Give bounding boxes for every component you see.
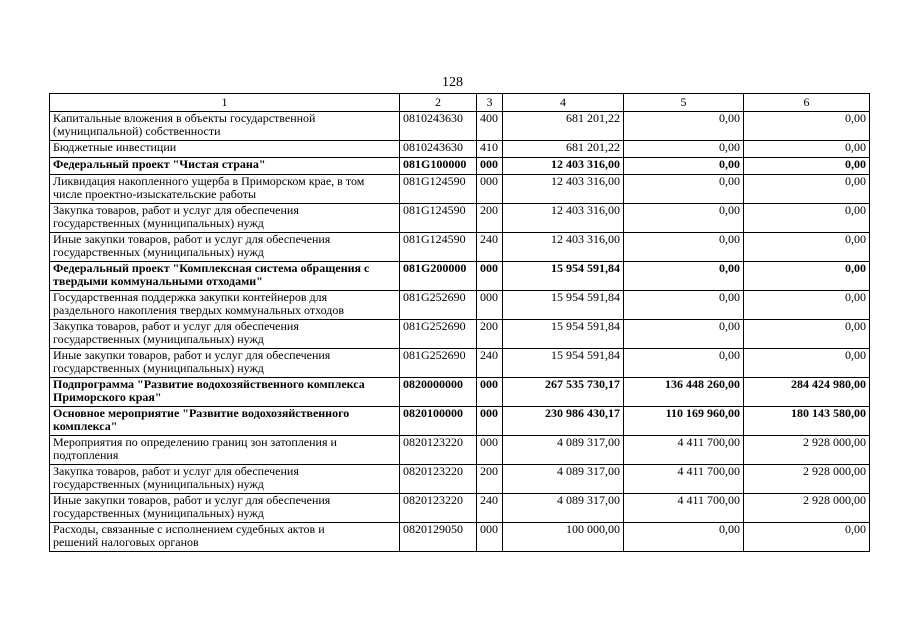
row-name-line: государственных (муниципальных) нужд	[53, 332, 264, 346]
table-row	[50, 112, 870, 141]
row-name	[50, 349, 400, 378]
row-expense-type: 000	[477, 175, 503, 204]
row-code: 0820100000	[400, 407, 477, 436]
row-value-col6: 284 424 980,00	[744, 378, 870, 407]
row-name-line: комплекса"	[53, 419, 118, 433]
row-expense-type: 000	[477, 158, 503, 175]
row-code: 0820123220	[400, 465, 477, 494]
table-row	[50, 175, 870, 204]
row-name-line: государственных (муниципальных) нужд	[53, 361, 264, 375]
row-name-line: подтопления	[53, 448, 119, 462]
row-name	[50, 436, 400, 465]
row-expense-type: 000	[477, 436, 503, 465]
row-value-col5: 0,00	[624, 112, 744, 141]
top-rule	[49, 70, 869, 71]
row-expense-type: 000	[477, 262, 503, 291]
row-value-col5: 110 169 960,00	[624, 407, 744, 436]
table-row	[50, 204, 870, 233]
row-value-col5: 0,00	[624, 204, 744, 233]
row-name-line: числе проектно-изыскательские работы	[53, 187, 257, 201]
row-name-line: государственных (муниципальных) нужд	[53, 506, 264, 520]
row-value-col5: 0,00	[624, 158, 744, 175]
row-value-col5: 0,00	[624, 320, 744, 349]
row-expense-type: 000	[477, 291, 503, 320]
row-value-col4: 100 000,00	[503, 523, 624, 552]
row-expense-type: 240	[477, 494, 503, 523]
row-code: 081G200000	[400, 262, 477, 291]
row-expense-type: 400	[477, 112, 503, 141]
row-name	[50, 262, 400, 291]
row-value-col5: 4 411 700,00	[624, 494, 744, 523]
row-name-line: твердыми коммунальными отходами"	[53, 274, 263, 288]
row-code: 081G252690	[400, 291, 477, 320]
row-name	[50, 494, 400, 523]
row-code: 081G124590	[400, 175, 477, 204]
table-row	[50, 141, 870, 158]
row-value-col5: 4 411 700,00	[624, 465, 744, 494]
row-value-col6: 0,00	[744, 158, 870, 175]
row-name-line: Иные закупки товаров, работ и услуг для обеспечения	[53, 348, 331, 362]
row-value-col4: 12 403 316,00	[503, 175, 624, 204]
row-name-line: Государственная поддержка закупки контейнеров для	[53, 290, 328, 304]
row-value-col5: 136 448 260,00	[624, 378, 744, 407]
row-name	[50, 175, 400, 204]
row-expense-type: 200	[477, 465, 503, 494]
row-value-col5: 4 411 700,00	[624, 436, 744, 465]
row-code: 081G100000	[400, 158, 477, 175]
table-row	[50, 378, 870, 407]
row-name	[50, 291, 400, 320]
row-value-col6: 0,00	[744, 204, 870, 233]
row-name-line: Закупка товаров, работ и услуг для обеспечения	[53, 464, 299, 478]
row-name-line: Иные закупки товаров, работ и услуг для обеспечения	[53, 232, 331, 246]
row-value-col4: 15 954 591,84	[503, 320, 624, 349]
row-expense-type: 200	[477, 320, 503, 349]
table-row	[50, 465, 870, 494]
row-name-line: Ликвидация накопленного ущерба в Приморском крае, в том	[53, 174, 365, 188]
row-name-line: Расходы, связанные с исполнением судебных актов и	[53, 522, 325, 536]
row-value-col6: 0,00	[744, 349, 870, 378]
row-expense-type: 000	[477, 523, 503, 552]
row-value-col6: 2 928 000,00	[744, 436, 870, 465]
row-value-col4: 4 089 317,00	[503, 436, 624, 465]
row-name-line: государственных (муниципальных) нужд	[53, 245, 264, 259]
row-name-line: Федеральный проект "Комплексная система обращения с	[53, 261, 370, 275]
row-code: 0820123220	[400, 436, 477, 465]
row-name-line: Иные закупки товаров, работ и услуг для обеспечения	[53, 493, 331, 507]
row-value-col5: 0,00	[624, 291, 744, 320]
row-expense-type: 410	[477, 141, 503, 158]
row-value-col6: 0,00	[744, 320, 870, 349]
table-row	[50, 233, 870, 262]
row-code: 081G124590	[400, 233, 477, 262]
row-name-line: Закупка товаров, работ и услуг для обеспечения	[53, 203, 299, 217]
budget-table	[49, 93, 870, 552]
row-value-col6: 2 928 000,00	[744, 494, 870, 523]
row-name	[50, 141, 400, 158]
row-name-line: Основное мероприятие "Развитие водохозяйственного	[53, 406, 350, 420]
row-code: 0820129050	[400, 523, 477, 552]
row-name	[50, 378, 400, 407]
header-row	[50, 94, 870, 112]
row-value-col6: 0,00	[744, 112, 870, 141]
row-value-col4: 681 201,22	[503, 112, 624, 141]
row-code: 0820000000	[400, 378, 477, 407]
row-name	[50, 523, 400, 552]
row-expense-type: 240	[477, 349, 503, 378]
header-col-3: 3	[477, 94, 503, 112]
row-value-col4: 15 954 591,84	[503, 291, 624, 320]
table-row	[50, 158, 870, 175]
row-value-col4: 15 954 591,84	[503, 349, 624, 378]
row-name-line: государственных (муниципальных) нужд	[53, 216, 264, 230]
row-code: 081G124590	[400, 204, 477, 233]
row-name	[50, 407, 400, 436]
row-value-col6: 180 143 580,00	[744, 407, 870, 436]
row-name	[50, 112, 400, 141]
row-value-col5: 0,00	[624, 262, 744, 291]
table-row	[50, 291, 870, 320]
row-name-line: Подпрограмма "Развитие водохозяйственного комплекса	[53, 377, 365, 391]
row-value-col5: 0,00	[624, 523, 744, 552]
row-expense-type: 000	[477, 378, 503, 407]
row-name	[50, 233, 400, 262]
page-number: 128	[442, 75, 463, 90]
header-col-5: 5	[624, 94, 744, 112]
row-value-col4: 12 403 316,00	[503, 233, 624, 262]
row-name-line: государственных (муниципальных) нужд	[53, 477, 264, 491]
row-name-line: Бюджетные инвестиции	[53, 140, 177, 154]
row-value-col5: 0,00	[624, 141, 744, 158]
row-value-col4: 4 089 317,00	[503, 494, 624, 523]
row-code: 081G252690	[400, 320, 477, 349]
row-value-col4: 4 089 317,00	[503, 465, 624, 494]
row-code: 081G252690	[400, 349, 477, 378]
row-name	[50, 320, 400, 349]
row-value-col6: 0,00	[744, 262, 870, 291]
row-value-col4: 12 403 316,00	[503, 158, 624, 175]
table-row	[50, 320, 870, 349]
row-value-col4: 681 201,22	[503, 141, 624, 158]
row-value-col4: 15 954 591,84	[503, 262, 624, 291]
row-name-line: (муниципальной) собственности	[53, 124, 221, 138]
row-value-col6: 0,00	[744, 175, 870, 204]
row-value-col6: 0,00	[744, 523, 870, 552]
header-col-4: 4	[503, 94, 624, 112]
table-row	[50, 349, 870, 378]
row-code: 0810243630	[400, 141, 477, 158]
row-value-col6: 0,00	[744, 141, 870, 158]
row-value-col6: 0,00	[744, 233, 870, 262]
row-name	[50, 204, 400, 233]
table-row	[50, 262, 870, 291]
row-expense-type: 000	[477, 407, 503, 436]
row-value-col5: 0,00	[624, 349, 744, 378]
row-name	[50, 465, 400, 494]
row-expense-type: 200	[477, 204, 503, 233]
row-value-col5: 0,00	[624, 175, 744, 204]
row-value-col4: 267 535 730,17	[503, 378, 624, 407]
row-code: 0820123220	[400, 494, 477, 523]
header-col-1: 1	[50, 94, 400, 112]
row-value-col5: 0,00	[624, 233, 744, 262]
header-col-6: 6	[744, 94, 870, 112]
header-col-2: 2	[400, 94, 477, 112]
row-name-line: Федеральный проект "Чистая страна"	[53, 157, 266, 171]
row-value-col4: 230 986 430,17	[503, 407, 624, 436]
row-name-line: Закупка товаров, работ и услуг для обеспечения	[53, 319, 299, 333]
row-expense-type: 240	[477, 233, 503, 262]
row-name	[50, 158, 400, 175]
row-value-col6: 2 928 000,00	[744, 465, 870, 494]
table-row	[50, 436, 870, 465]
row-value-col6: 0,00	[744, 291, 870, 320]
row-name-line: решений налоговых органов	[53, 535, 199, 549]
table-row	[50, 523, 870, 552]
table-row	[50, 407, 870, 436]
row-name-line: Приморского края"	[53, 390, 162, 404]
table-body	[50, 112, 870, 552]
row-value-col4: 12 403 316,00	[503, 204, 624, 233]
row-name-line: раздельного накопления твердых коммунальных отходов	[53, 303, 345, 317]
row-name-line: Капитальные вложения в объекты государственной	[53, 111, 316, 125]
row-code: 0810243630	[400, 112, 477, 141]
table-row	[50, 494, 870, 523]
row-name-line: Мероприятия по определению границ зон затопления и	[53, 435, 337, 449]
